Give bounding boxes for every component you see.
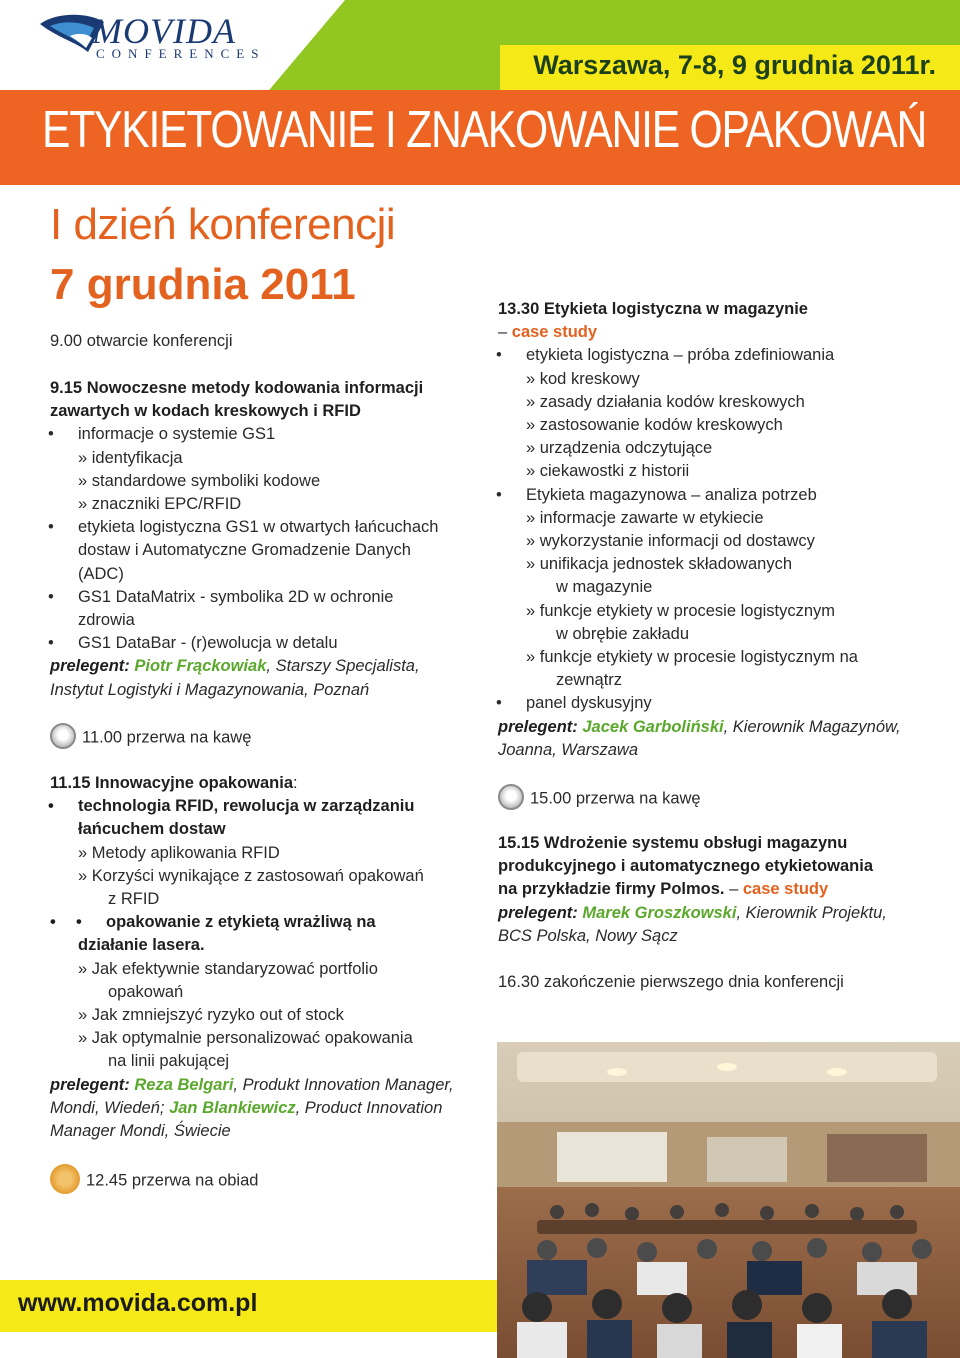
list-subitem: » standardowe symboliki kodowe	[78, 471, 321, 490]
list-subitem: » urządzenia odczytujące	[526, 439, 713, 458]
list-item: • GS1 DataMatrix - symbolika 2D w ochronie	[50, 586, 490, 609]
list-subitem: » zasady działania kodów kreskowych	[526, 392, 805, 411]
list-subitem: » ciekawostki z historii	[526, 462, 690, 481]
list-subitem: » kod kreskowy	[526, 369, 640, 388]
conference-title: ETYKIETOWANIE I ZNAKOWANIE OPAKOWAŃ	[42, 101, 927, 159]
list-item: • etykieta logistyczna – próba zdefiniowania	[498, 344, 958, 367]
speaker-name: Piotr Frąckowiak	[134, 657, 267, 676]
session-4: 15.15 Wdrożenie systemu obsługi magazynu produkcyjnego i automatycznego etykietowania na przykładzie firmy Polmos. – case study prelegent: Marek Groszkowski, Kierownik Projektu, BCS Polska, Nowy Sącz	[498, 832, 958, 948]
list-item: • GS1 DataBar - (r)ewolucja w detalu	[50, 632, 490, 655]
list-subitem: » Jak zmniejszyć ryzyko out of stock	[78, 1006, 344, 1025]
coffee-cup-icon	[50, 723, 76, 749]
speaker-line: prelegent: Reza Belgari, Produkt Innovation Manager,	[50, 1075, 454, 1094]
closing-item: 16.30 zakończenie pierwszego dnia konferencji	[498, 973, 844, 991]
lunch-break: 12.45 przerwa na obiad	[50, 1166, 258, 1196]
speaker-line: prelegent: Marek Groszkowski, Kierownik Projektu,	[498, 903, 887, 922]
list-subitem: » identyfikacja	[78, 448, 183, 467]
case-study-tag: case study	[742, 880, 829, 899]
list-subitem: » informacje zawarte w etykiecie	[526, 508, 764, 527]
day-title: I dzień konferencji	[50, 200, 396, 249]
opening-item: 9.00 otwarcie konferencji	[50, 332, 233, 350]
list-item: • informacje o systemie GS1	[50, 423, 490, 446]
website-link[interactable]: www.movida.com.pl	[18, 1289, 258, 1317]
session-2: 11.15 Innowacyjne opakowania: • technologia RFID, rewolucja w zarządzaniu łańcuchem dostaw » Metody aplikowania RFID » Korzyści wynikające z zastosowań opakowań z RFID •• opakowanie z etykietą wrażliwą na działanie lasera. » Jak efektywnie standaryzować portfolio opakowań » Jak zmniejszyć ryzyko out of stock » Jak optymalnie personalizować opakowania na linii pakującej prelegent: Reza Belgari, Produkt Innovation Manager, Mondi, Wiedeń; Jan Blankiewicz, Product Innovation Manager Mondi, Świecie	[50, 772, 490, 1143]
list-item: • etykieta logistyczna GS1 w otwartych łańcuchach	[50, 516, 490, 539]
session-4-title: 15.15 Wdrożenie systemu obsługi magazynu	[498, 834, 848, 852]
session-1: 9.15 Nowoczesne metody kodowania informacji zawartych w kodach kreskowych i RFID • informacje o systemie GS1 » identyfikacja » standardowe symboliki kodowe » znaczniki EPC/RFID • etykieta logistyczna GS1 w otwartych łańcuchach dostaw i Automatyczne Gromadzenie Danych (ADC) • GS1 DataMatrix - symbolika 2D w ochronie zdrowia • GS1 DataBar - (r)ewolucja w detalu prelegent: Piotr Frąckowiak, Starszy Specjalista, Instytut Logistyki i Magazynowania, Poznań	[50, 377, 490, 702]
list-subitem: » Metody aplikowania RFID	[78, 843, 280, 862]
list-item: • Etykieta magazynowa – analiza potrzeb	[498, 484, 958, 507]
speaker-name: Jan Blankiewicz	[169, 1098, 296, 1117]
coffee-cup-icon	[498, 784, 524, 810]
speaker-name: Marek Groszkowski	[582, 903, 737, 922]
list-subitem: » funkcje etykiety w procesie logistycznym na	[526, 648, 858, 667]
list-subitem: » unifikacja jednostek składowanych	[526, 555, 792, 574]
event-date: Warszawa, 7-8, 9 grudnia 2011r.	[533, 50, 936, 80]
list-subitem: » funkcje etykiety w procesie logistycznym	[526, 601, 836, 620]
list-subitem: » znaczniki EPC/RFID	[78, 495, 242, 514]
list-subitem: » Korzyści wynikające z zastosowań opakowań	[78, 866, 424, 885]
speaker-line: prelegent: Jacek Garboliński, Kierownik Magazynów,	[498, 717, 901, 736]
coffee-break-1: 11.00 przerwa na kawę	[50, 725, 251, 751]
meal-icon	[50, 1164, 80, 1194]
logo-subtitle: CONFERENCES	[96, 46, 266, 61]
speaker-name: Jacek Garboliński	[582, 717, 724, 736]
list-subitem: » wykorzystanie informacji od dostawcy	[526, 532, 815, 551]
list-item: •• opakowanie z etykietą wrażliwą na	[50, 911, 490, 934]
conference-photo-illustration	[497, 1042, 960, 1358]
coffee-break-2: 15.00 przerwa na kawę	[498, 786, 701, 812]
session-3-title: 13.30 Etykieta logistyczna w magazynie	[498, 300, 808, 318]
list-subitem: » zastosowanie kodów kreskowych	[526, 416, 783, 435]
logo-wordmark: MOVIDA	[92, 11, 236, 51]
session-1-title: 9.15 Nowoczesne metody kodowania informacji	[50, 379, 424, 397]
day-date: 7 grudnia 2011	[50, 260, 356, 309]
case-study-tag: case study	[511, 323, 598, 342]
speaker-line: prelegent: Piotr Frąckowiak, Starszy Specjalista,	[50, 657, 420, 676]
session-2-title: 11.15 Innowacyjne opakowania:	[50, 774, 298, 792]
list-item: • technologia RFID, rewolucja w zarządzaniu	[50, 795, 490, 818]
list-subitem: » Jak optymalnie personalizować opakowania	[78, 1029, 413, 1048]
list-subitem: » Jak efektywnie standaryzować portfolio	[78, 959, 378, 978]
speaker-name: Reza Belgari	[134, 1075, 234, 1094]
list-item: • panel dyskusyjny	[498, 692, 958, 715]
session-3: 13.30 Etykieta logistyczna w magazynie – case study • etykieta logistyczna – próba zdefiniowania » kod kreskowy » zasady działania kodów kreskowych » zastosowanie kodów kreskowych » urządzenia odczytujące » ciekawostki z historii • Etykieta magazynowa – analiza potrzeb » informacje zawarte w etykiecie » wykorzystanie informacji od dostawcy » unifikacja jednostek składowanych w magazynie » funkcje etykiety w procesie logistycznym w obrębie zakładu » funkcje etykiety w procesie logistycznym na zewnątrz • panel dyskusyjny prelegent: Jacek Garboliński, Kierownik Magazynów, Joanna, Warszawa	[498, 298, 958, 762]
conference-room-photo	[497, 1042, 960, 1358]
